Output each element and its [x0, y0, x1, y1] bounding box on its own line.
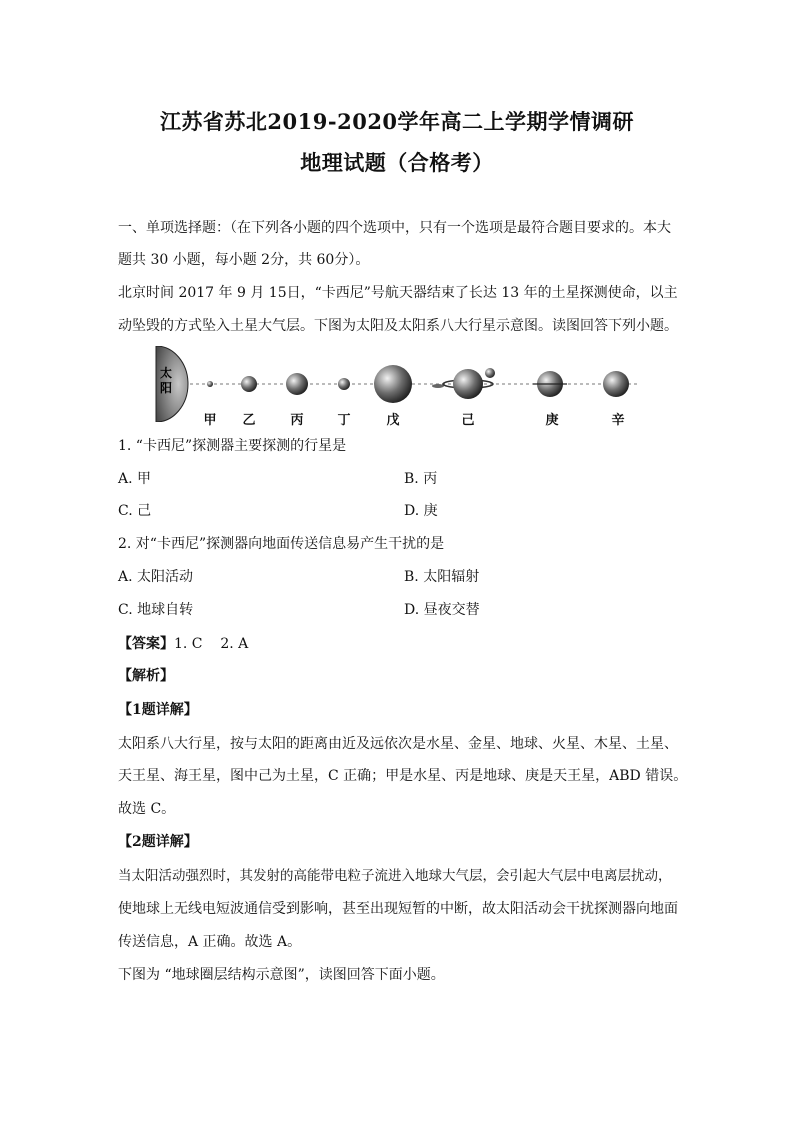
question-2-stem: 2. 对“卡西尼”探测器向地面传送信息易产生干扰的是	[118, 536, 445, 552]
question-2-detail-label: 【2题详解】	[118, 834, 198, 850]
question-2-detail-line-3: 传送信息，A 正确。故选 A。	[118, 934, 302, 950]
question-2-detail-line-2: 使地球上无线电短波通信受到影响，甚至出现短暂的中断，故太阳活动会干扰探测器向地面	[118, 901, 678, 917]
question-2-option-d: D. 昼夜交替	[404, 602, 480, 618]
planet-label-jia: 甲	[203, 413, 217, 428]
analysis-label: 【解析】	[118, 668, 174, 684]
sun-label-2: 阳	[160, 381, 173, 395]
page-subtitle: 地理试题（合格考）	[300, 150, 494, 175]
question-1-detail-label: 【1题详解】	[118, 702, 198, 718]
satellite-mark	[485, 368, 495, 378]
planet-label-yi: 乙	[242, 413, 256, 428]
question-1-stem: 1. “卡西尼”探测器主要探测的行星是	[118, 438, 347, 454]
question-2-detail-line-1: 当太阳活动强烈时，其发射的高能带电粒子流进入地球大气层，会引起大气层中电离层扰动，	[118, 868, 672, 884]
planet-label-ji: 己	[461, 413, 475, 428]
question-1-option-d: D. 庚	[404, 503, 438, 519]
section-instruction-line-1: 一、单项选择题：（在下列各小题的四个选项中，只有一个选项是最符合题目要求的。本大	[118, 220, 671, 236]
asteroid-mark	[432, 384, 444, 388]
question-1-detail-line-2: 天王星、海王星，图中己为土星，C 正确；甲是水星、丙是地球、庚是天王星，ABD 错误。	[118, 768, 688, 784]
next-question-intro: 下图为 “地球圈层结构示意图”，读图回答下面小题。	[118, 967, 445, 983]
question-1-option-c: C. 己	[118, 503, 152, 519]
planet-label-geng: 庚	[545, 413, 559, 428]
sun-label-1: 太	[160, 366, 173, 380]
answer-text: 1. C 2. A	[174, 636, 249, 652]
question-1-option-a: A. 甲	[118, 471, 152, 487]
answer-label: 【答案】	[118, 636, 174, 652]
answer-line	[118, 634, 690, 654]
intro-line-2: 动坠毁的方式坠入土星大气层。下图为太阳及太阳系八大行星示意图。读图回答下列小题。	[118, 318, 678, 334]
question-1-detail-line-1: 太阳系八大行星，按与太阳的距离由近及远依次是水星、金星、地球、火星、木星、土星、	[118, 736, 678, 752]
planet-label-xin: 辛	[611, 413, 625, 428]
planet-xin	[603, 371, 629, 397]
question-2-option-a: A. 太阳活动	[118, 569, 194, 585]
planet-ji	[453, 369, 483, 399]
question-2-option-b: B. 太阳辐射	[404, 569, 480, 585]
intro-line-1: 北京时间 2017 年 9 月 15日，“卡西尼”号航天器结束了长达 13 年的土星探测使命，以主	[118, 285, 678, 301]
planet-jia	[207, 381, 213, 387]
question-1-detail-line-3: 故选 C。	[118, 801, 176, 817]
planet-ding	[338, 378, 350, 390]
question-2-option-c: C. 地球自转	[118, 602, 194, 618]
planet-label-wu: 戊	[386, 413, 400, 428]
page-title: 江苏省苏北2019-2020学年高二上学期学情调研	[159, 109, 635, 134]
section-instruction-line-2: 题共 30 小题，每小题 2分，共 60分）。	[118, 252, 370, 268]
planet-bing	[286, 373, 308, 395]
planet-label-ding: 丁	[337, 413, 351, 428]
planet-wu	[374, 365, 412, 403]
planet-label-bing: 丙	[290, 413, 304, 428]
solar-system-diagram	[150, 346, 650, 422]
planet-yi	[241, 376, 257, 392]
question-1-option-b: B. 丙	[404, 471, 438, 487]
